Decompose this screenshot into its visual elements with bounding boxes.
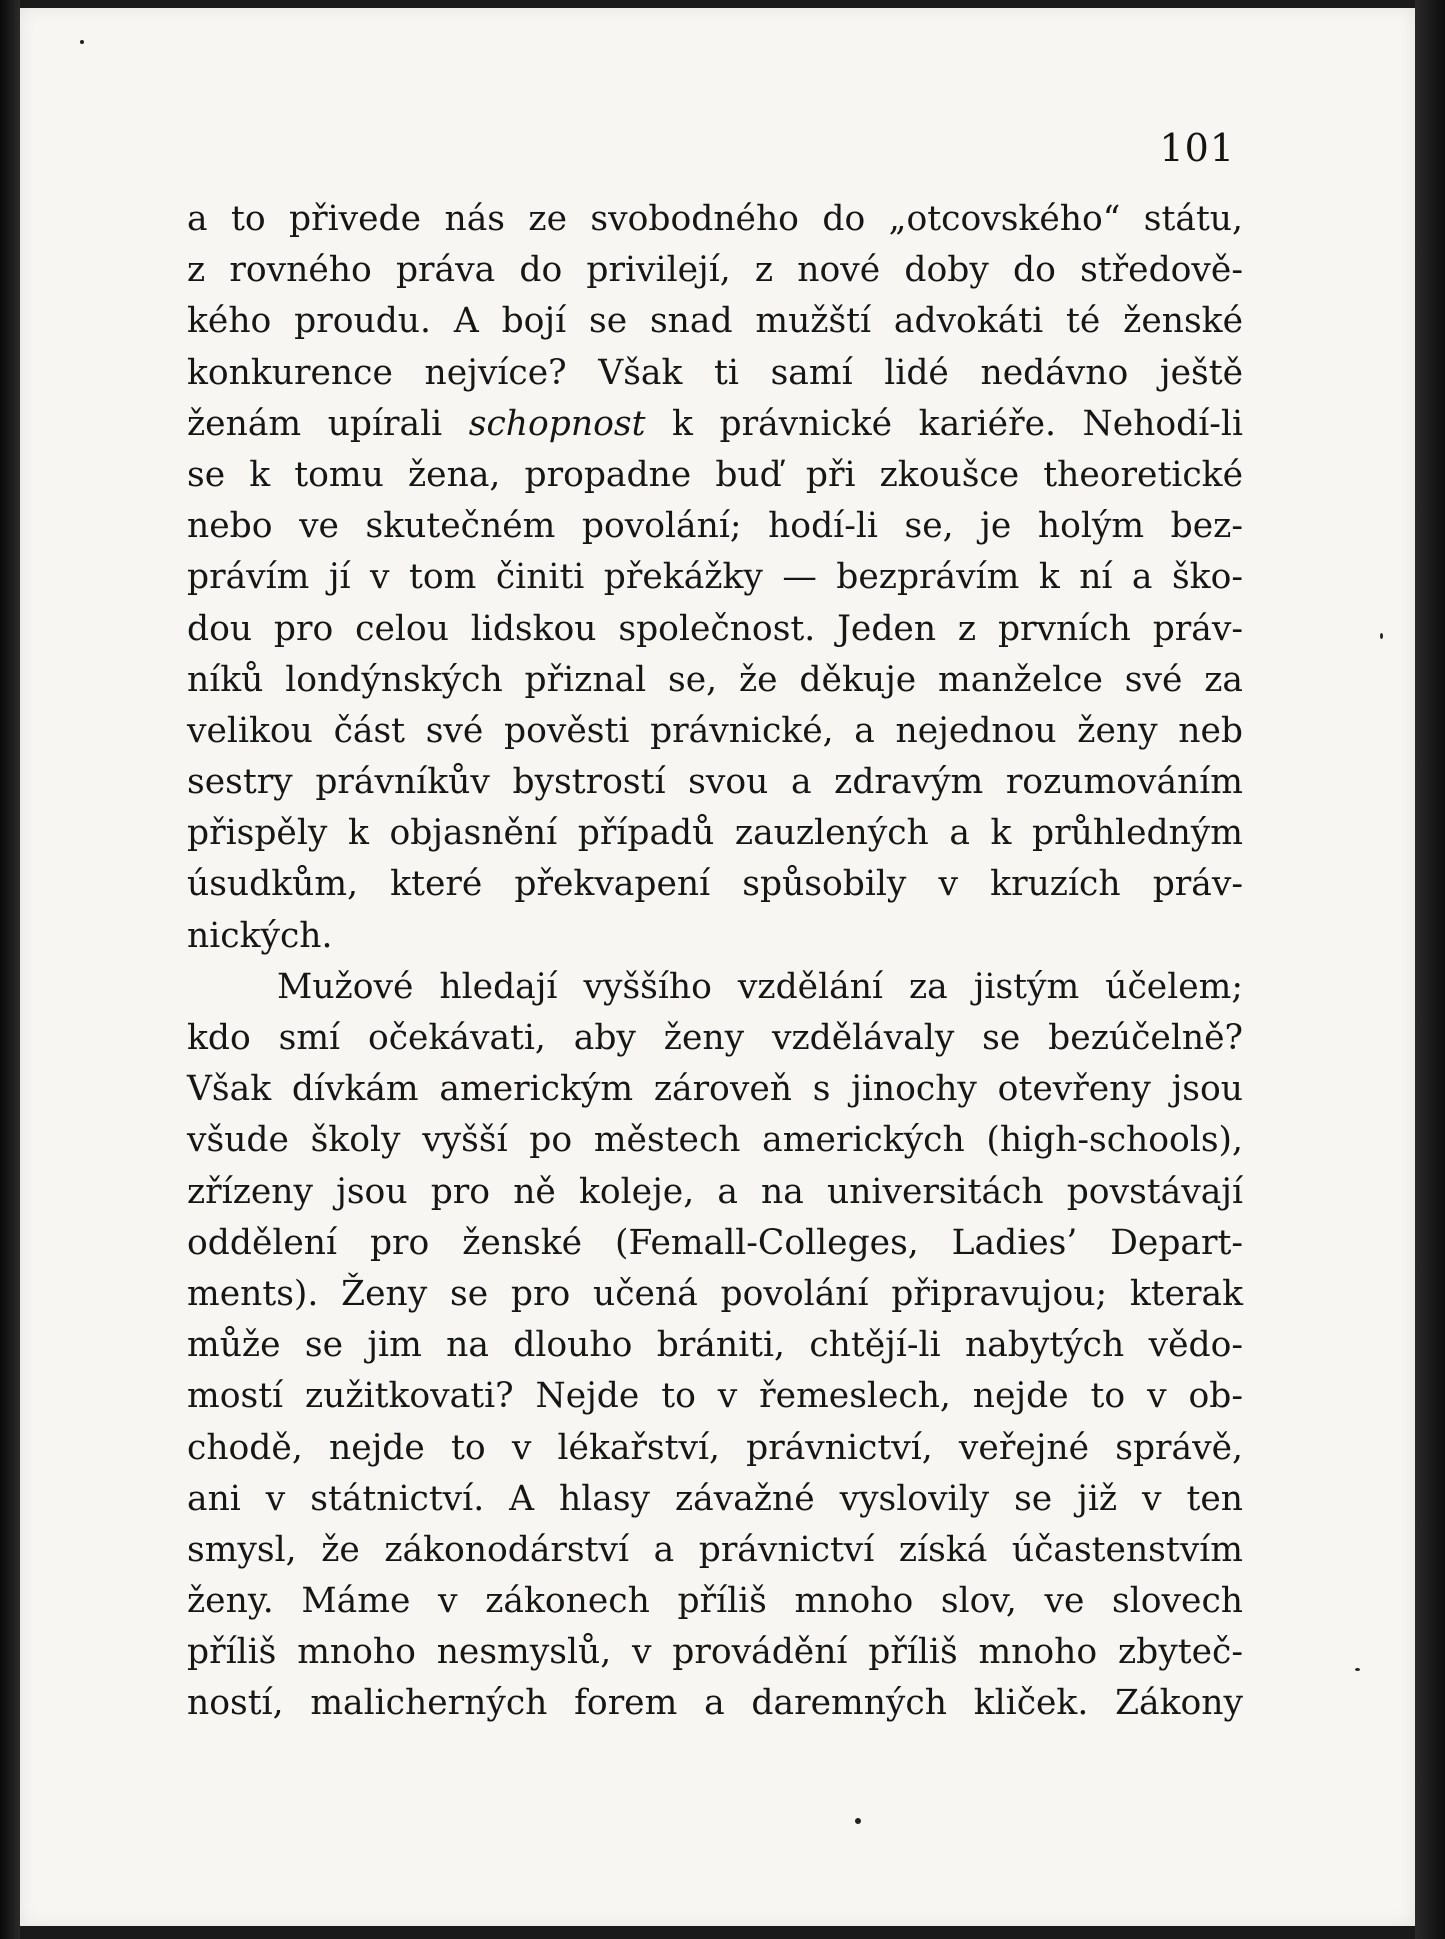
text-segment: k právnické kariéře. Nehodí-li [645,403,1243,444]
text-line: ností, malicherných forem a daremných kliček. Zákony [187,1683,1243,1724]
text-line: ani v státnictví. A hlasy závažné vyslovily se již v ten [187,1478,1243,1519]
text-line: zřízeny jsou pro ně koleje, a na universitách povstávají [187,1171,1243,1212]
text-line-with-emphasis [187,399,1243,450]
text-line: úsudkům, které překvapení spůsobily v kruzích práv- [187,864,1243,905]
text-line: oddělení pro ženské (Femall-Colleges, Ladies’ Depart- [187,1222,1243,1263]
text-line: velikou část své pověsti právnické, a nejednou ženy neb [187,710,1243,751]
text-line: dou pro celou lidskou společnost. Jeden z prvních práv- [187,608,1243,649]
scan-speck [80,40,84,44]
text-line: kdo smí očekávati, aby ženy vzdělávaly se bezúčelně? [187,1018,1243,1058]
scan-edge-left [0,0,20,1939]
text-line: nických. [187,915,333,956]
text-line: Mužové hledají vyššího vzdělání za jistým účelem; [277,966,1243,1007]
page-number: 101 [1159,126,1235,170]
paragraph-2 [187,962,1243,1730]
text-segment: ženám upírali [187,403,469,444]
text-line: smysl, že zákonodárství a právnictví získá účastenstvím [187,1529,1243,1570]
text-line: z rovného práva do privilejí, z nové doby do středově- [187,250,1243,291]
text-line: příliš mnoho nesmyslů, v provádění příliš mnoho zbyteč- [187,1632,1243,1673]
scan-speck [1380,633,1383,639]
paragraph-1 [187,194,1243,962]
text-line: ženy. Máme v zákonech příliš mnoho slov, ve slovech [187,1581,1243,1622]
text-line: sestry právníkův bystrostí svou a zdravým rozumováním [187,762,1243,803]
book-page [20,8,1415,1926]
text-line: nebo ve skutečném povolání; hodí-li se, je holým bez- [187,506,1243,547]
text-line: mostí zužitkovati? Nejde to v řemeslech, nejde to v ob- [187,1376,1243,1417]
text-line: může se jim na dlouho brániti, chtějí-li nabytých vědo- [187,1325,1243,1366]
text-line: přispěly k objasnění případů zauzlených a k průhledným [187,813,1243,854]
scan-speck [1355,1668,1360,1671]
text-line: chodě, nejde to v lékařství, právnictví, veřejné správě, [187,1427,1243,1468]
text-line: konkurence nejvíce? Však ti samí lidé nedávno ještě [187,352,1243,393]
text-line: všude školy vyšší po městech amerických (high-schools), [187,1120,1243,1161]
text-line: kého proudu. A bojí se snad mužští advokáti té ženské [187,301,1243,342]
text-line: se k tomu žena, propadne buď při zkoušce theoretické [187,454,1243,495]
page-text [187,194,1243,1730]
text-line: ments). Ženy se pro učená povolání připravujou; kterak [187,1273,1243,1314]
text-line: Však dívkám americkým zároveň s jinochy otevřeny jsou [187,1069,1243,1110]
scan-speck [855,1818,861,1824]
text-line: právím jí v tom činiti překážky — bezprávím k ní a ško- [187,557,1243,598]
scan-edge-right [1415,0,1445,1939]
emphasized-word: schopnost [468,403,646,444]
text-line: a to přivede nás ze svobodného do „otcovského“ státu, [187,199,1243,239]
text-line: níků londýnských přiznal se, že děkuje manželce své za [187,659,1243,700]
